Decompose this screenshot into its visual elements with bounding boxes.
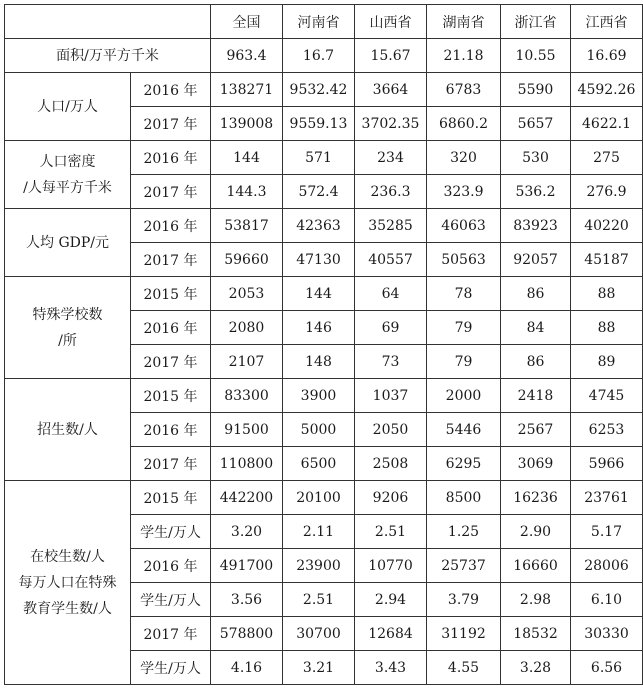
data-cell: 442200 <box>211 481 283 515</box>
data-cell: 536.2 <box>501 175 571 209</box>
data-cell: 6860.2 <box>427 107 501 141</box>
data-cell: 5590 <box>501 73 571 107</box>
data-cell: 50563 <box>427 243 501 277</box>
data-cell: 276.9 <box>571 175 643 209</box>
table-row <box>5 141 643 175</box>
statistics-table <box>4 4 643 685</box>
data-cell: 320 <box>427 141 501 175</box>
data-cell: 73 <box>355 345 427 379</box>
data-cell: 28006 <box>571 549 643 583</box>
data-cell: 23761 <box>571 481 643 515</box>
data-cell: 30330 <box>571 617 643 651</box>
group-label: 特殊学校数 /所 <box>5 277 131 379</box>
data-cell: 4622.1 <box>571 107 643 141</box>
data-cell: 16660 <box>501 549 571 583</box>
group-label: 人口/万人 <box>5 73 131 141</box>
data-cell: 21.18 <box>427 39 501 73</box>
header-cell: 河南省 <box>283 5 355 39</box>
data-cell: 15.67 <box>355 39 427 73</box>
data-cell: 2080 <box>211 311 283 345</box>
data-cell: 275 <box>571 141 643 175</box>
data-cell: 53817 <box>211 209 283 243</box>
data-cell: 2.98 <box>501 583 571 617</box>
sub-label: 2017 年 <box>131 447 211 481</box>
data-cell: 144.3 <box>211 175 283 209</box>
data-cell: 6.56 <box>571 651 643 685</box>
data-cell: 139008 <box>211 107 283 141</box>
data-cell: 83923 <box>501 209 571 243</box>
data-cell: 236.3 <box>355 175 427 209</box>
header-cell: 湖南省 <box>427 5 501 39</box>
data-cell: 42363 <box>283 209 355 243</box>
data-cell: 31192 <box>427 617 501 651</box>
data-cell: 8500 <box>427 481 501 515</box>
sub-label: 2017 年 <box>131 107 211 141</box>
data-cell: 6295 <box>427 447 501 481</box>
data-cell: 4745 <box>571 379 643 413</box>
data-cell: 91500 <box>211 413 283 447</box>
data-cell: 3.56 <box>211 583 283 617</box>
data-cell: 59660 <box>211 243 283 277</box>
data-cell: 86 <box>501 345 571 379</box>
data-cell: 46063 <box>427 209 501 243</box>
data-cell: 89 <box>571 345 643 379</box>
sub-label: 学生/万人 <box>131 651 211 685</box>
sub-label: 2016 年 <box>131 311 211 345</box>
data-cell: 4592.26 <box>571 73 643 107</box>
data-cell: 2.90 <box>501 515 571 549</box>
sub-label: 2017 年 <box>131 345 211 379</box>
sub-label: 2016 年 <box>131 549 211 583</box>
data-cell: 491700 <box>211 549 283 583</box>
data-cell: 2567 <box>501 413 571 447</box>
data-cell: 578800 <box>211 617 283 651</box>
data-cell: 4.16 <box>211 651 283 685</box>
data-cell: 963.4 <box>211 39 283 73</box>
data-cell: 79 <box>427 345 501 379</box>
data-cell: 9559.13 <box>283 107 355 141</box>
data-cell: 69 <box>355 311 427 345</box>
data-cell: 9206 <box>355 481 427 515</box>
data-cell: 5966 <box>571 447 643 481</box>
data-cell: 9532.42 <box>283 73 355 107</box>
data-cell: 2.51 <box>355 515 427 549</box>
data-cell: 323.9 <box>427 175 501 209</box>
data-cell: 40220 <box>571 209 643 243</box>
data-cell: 2418 <box>501 379 571 413</box>
data-cell: 86 <box>501 277 571 311</box>
data-cell: 10770 <box>355 549 427 583</box>
header-cell: 浙江省 <box>501 5 571 39</box>
data-cell: 5000 <box>283 413 355 447</box>
data-cell: 3069 <box>501 447 571 481</box>
data-cell: 10.55 <box>501 39 571 73</box>
table-row <box>5 379 643 413</box>
data-cell: 1037 <box>355 379 427 413</box>
data-cell: 144 <box>211 141 283 175</box>
data-cell: 2053 <box>211 277 283 311</box>
sub-label: 2016 年 <box>131 73 211 107</box>
data-cell: 40557 <box>355 243 427 277</box>
data-cell: 3900 <box>283 379 355 413</box>
header-cell: 山西省 <box>355 5 427 39</box>
sub-label: 2017 年 <box>131 243 211 277</box>
header-cell: 江西省 <box>571 5 643 39</box>
sub-label: 2016 年 <box>131 413 211 447</box>
sub-label: 学生/万人 <box>131 583 211 617</box>
data-cell: 3.20 <box>211 515 283 549</box>
data-cell: 2000 <box>427 379 501 413</box>
data-cell: 571 <box>283 141 355 175</box>
data-cell: 110800 <box>211 447 283 481</box>
group-label: 招生数/人 <box>5 379 131 481</box>
group-label: 在校生数/人 每万人口在特殊 教育学生数/人 <box>5 481 131 685</box>
data-cell: 2050 <box>355 413 427 447</box>
data-cell: 2107 <box>211 345 283 379</box>
data-cell: 88 <box>571 311 643 345</box>
sub-label: 2017 年 <box>131 617 211 651</box>
data-cell: 5657 <box>501 107 571 141</box>
data-cell: 25737 <box>427 549 501 583</box>
data-cell: 2508 <box>355 447 427 481</box>
data-cell: 5.17 <box>571 515 643 549</box>
data-cell: 3.21 <box>283 651 355 685</box>
data-cell: 530 <box>501 141 571 175</box>
data-cell: 45187 <box>571 243 643 277</box>
table-row <box>5 39 643 73</box>
row-label: 面积/万平方千米 <box>5 39 211 73</box>
data-cell: 64 <box>355 277 427 311</box>
data-cell: 572.4 <box>283 175 355 209</box>
data-cell: 84 <box>501 311 571 345</box>
sub-label: 学生/万人 <box>131 515 211 549</box>
table-row <box>5 73 643 107</box>
data-cell: 16.69 <box>571 39 643 73</box>
data-cell: 20100 <box>283 481 355 515</box>
data-cell: 138271 <box>211 73 283 107</box>
data-cell: 18532 <box>501 617 571 651</box>
data-cell: 12684 <box>355 617 427 651</box>
table-row <box>5 481 643 515</box>
data-cell: 5446 <box>427 413 501 447</box>
table-row <box>5 209 643 243</box>
data-cell: 3.28 <box>501 651 571 685</box>
header-row <box>5 5 643 39</box>
group-label: 人均 GDP/元 <box>5 209 131 277</box>
sub-label: 2016 年 <box>131 209 211 243</box>
data-cell: 3.43 <box>355 651 427 685</box>
header-cell: 全国 <box>211 5 283 39</box>
data-cell: 30700 <box>283 617 355 651</box>
data-cell: 2.11 <box>283 515 355 549</box>
data-cell: 4.55 <box>427 651 501 685</box>
data-cell: 78 <box>427 277 501 311</box>
data-cell: 234 <box>355 141 427 175</box>
data-cell: 6.10 <box>571 583 643 617</box>
data-cell: 88 <box>571 277 643 311</box>
group-label: 人口密度 /人每平方千米 <box>5 141 131 209</box>
sub-label: 2015 年 <box>131 277 211 311</box>
table-row <box>5 277 643 311</box>
data-cell: 146 <box>283 311 355 345</box>
data-cell: 2.94 <box>355 583 427 617</box>
data-cell: 16.7 <box>283 39 355 73</box>
data-cell: 3702.35 <box>355 107 427 141</box>
data-cell: 23900 <box>283 549 355 583</box>
data-cell: 6500 <box>283 447 355 481</box>
data-cell: 1.25 <box>427 515 501 549</box>
data-cell: 83300 <box>211 379 283 413</box>
sub-label: 2015 年 <box>131 481 211 515</box>
data-cell: 144 <box>283 277 355 311</box>
data-cell: 148 <box>283 345 355 379</box>
sub-label: 2016 年 <box>131 141 211 175</box>
data-cell: 3.79 <box>427 583 501 617</box>
data-cell: 47130 <box>283 243 355 277</box>
sub-label: 2017 年 <box>131 175 211 209</box>
data-cell: 2.51 <box>283 583 355 617</box>
sub-label: 2015 年 <box>131 379 211 413</box>
data-cell: 6783 <box>427 73 501 107</box>
data-cell: 3664 <box>355 73 427 107</box>
data-cell: 35285 <box>355 209 427 243</box>
data-cell: 92057 <box>501 243 571 277</box>
data-cell: 16236 <box>501 481 571 515</box>
data-cell: 79 <box>427 311 501 345</box>
data-cell: 6253 <box>571 413 643 447</box>
header-corner-cell <box>5 5 211 39</box>
